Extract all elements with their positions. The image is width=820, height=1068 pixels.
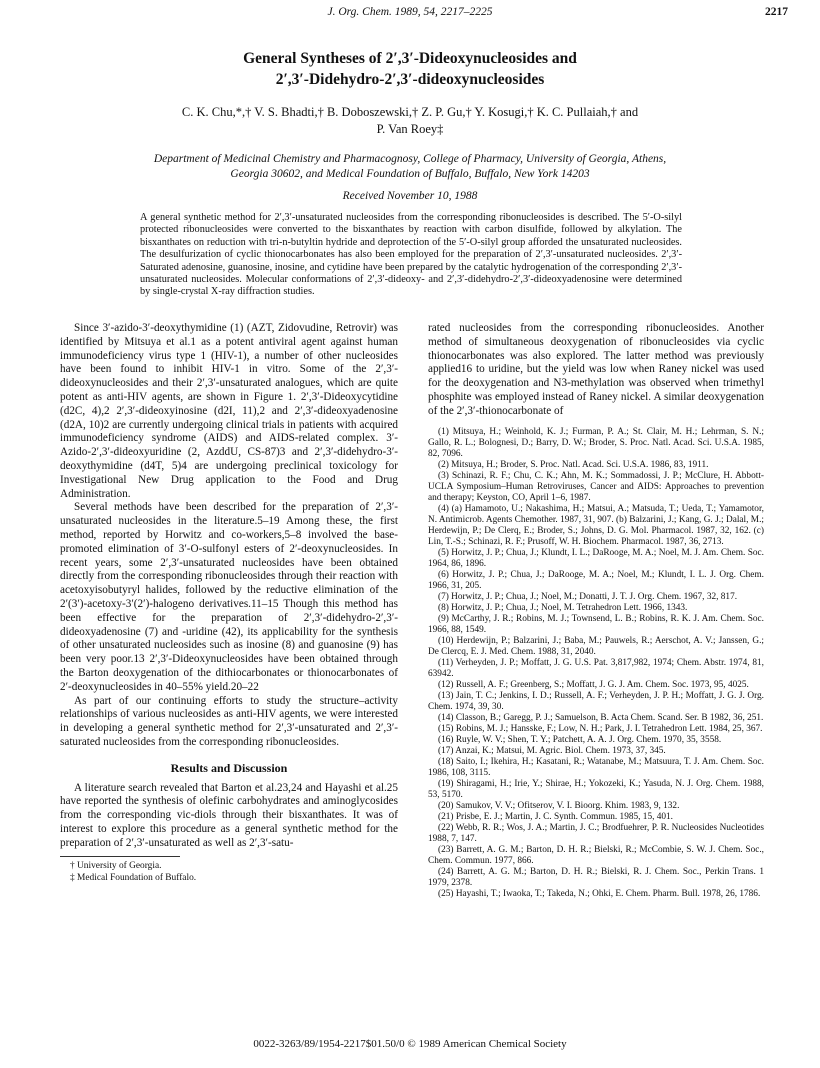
section-heading: Results and Discussion — [170, 760, 288, 775]
footnote: † University of Georgia. — [70, 861, 162, 872]
reference: (6) Horwitz, J. P.; Chua, J.; DaRooge, M. A.; Noel, M.; Klundt, I. L. J. Org. Chem. 1966, 31, 205. — [428, 569, 764, 591]
reference: (4) (a) Hamamoto, U.; Nakashima, H.; Matsui, A.; Matsuda, T.; Ueda, T.; Yamamotor, N. Antimicrob. Agents Chemother. 1987, 31, 907. (b) Balzarini, J.; Kang, G. J.; Dalal, M.; Herdewijn, P.; De Clerq, E.; Broder, S.; Johns, D. G. Mol. Pharmacol. 1987, 32, 162. (c) Lin, T.-S.; Schinazi, R. F.; Prusoff, W. H. Biochem. Pharmacol. 1987, 36, 2713. — [428, 503, 764, 547]
copyright-footer: 0022-3263/89/1954-2217$01.50/0 © 1989 American Chemical Society — [253, 1038, 567, 1050]
footnote: ‡ Medical Foundation of Buffalo. — [70, 872, 197, 883]
title-line-1: General Syntheses of 2′,3′-Dideoxynucleosides and — [243, 50, 577, 67]
reference: (12) Russell, A. F.; Greenberg, S.; Moffatt, J. G. J. Am. Chem. Soc. 1973, 95, 4025. — [438, 679, 749, 690]
reference: (19) Shiragami, H.; Irie, Y.; Shirae, H.; Yokozeki, K.; Yasuda, N. J. Org. Chem. 1988, 53, 5170. — [428, 778, 764, 800]
reference: (11) Verheyden, J. P.; Moffatt, J. G. U.S. Pat. 3,817,982, 1974; Chem. Abstr. 1974, 81, 63942. — [428, 657, 764, 679]
affiliation-footnotes — [60, 861, 398, 883]
journal-citation: J. Org. Chem. 1989, 54, 2217–2225 — [327, 6, 493, 18]
received-date: Received November 10, 1988 — [342, 190, 478, 202]
footnote-rule — [60, 856, 180, 857]
reference: (15) Robins, M. J.; Hansske, F.; Low, N. H.; Park, J. I. Tetrahedron Lett. 1984, 25, 367. — [438, 723, 763, 734]
affiliation — [50, 152, 770, 182]
reference: (5) Horwitz, J. P.; Chua, J.; Klundt, I. L.; DaRooge, M. A.; Noel, M. J. Am. Chem. Soc. 1964, 86, 1896. — [428, 547, 764, 569]
paragraph: Several methods have been described for the preparation of 2′,3′-unsaturated nucleosides in the literature.5–19 Among these, the first method, reported by Horwitz and co-workers,5–8 involved the base-promoted elimination of 3′-O-sulfonyl esters of 2′-deoxynucleosides. In recent years, some 2′,3′-unsaturated nucleosides have been obtained directly from the corresponding ribonucleosides through their reaction with acetoxyisobutyryl halides, followed by the reductive elimination of the 2′(3′)-acetoxy-3′(2′)-halogeno derivatives.11–15 Though this method has been effective for the preparation of 2′,3′-didehydro-2′,3′-dideoxyadenosine (7) and -uridine (42), its applicability for the synthesis of other unsaturated nucleosides such as inosine (8) and guanosine (9) has been very poor.13 2′,3′-Dideoxynucleosides have been obtained through the Barton deoxygenation of the dithiocarbonates or thionocarbonates of 2′-deoxynucleosides in 40–55% yield.20–22 — [60, 501, 398, 693]
reference: (9) McCarthy, J. R.; Robins, M. J.; Townsend, L. B.; Robins, R. K. J. Am. Chem. Soc. 1966, 88, 1549. — [428, 613, 764, 635]
reference: (1) Mitsuya, H.; Weinhold, K. J.; Furman, P. A.; St. Clair, M. H.; Lehrman, S. N.; Gallo, R. L.; Bolognesi, D.; Barry, D. W.; Broder, S. Proc. Natl. Acad. Sci. U.S.A. 1985, 82, 7096. — [428, 426, 764, 459]
paragraph: Since 3′-azido-3′-deoxythymidine (1) (AZT, Zidovudine, Retrovir) was identified by Mitsuya et al.1 as a potent antiviral agent against human immunodeficiency virus type 1 (HIV-1), a number of other nucleosides have been found to inhibit HIV-1 in vitro. Some of the 2′,3′-dideoxynucleosides and their 2′,3′-unsaturated analogues, which are quite potent as anti-HIV agents, are shown in Figure 1. 2′,3′-Dideoxycytidine (d2C, 4),2 2′,3′-dideoxyinosine (d2I, 11),2 and 2′,3′-dideoxyadenosine (d2A, 10)2 are currently undergoing clinical trials in patients with acquired immunodeficiency syndrome (AIDS) and AIDS-related complex. 3′-Azido-2′,3′-dideoxyuridine (2, AzddU, CS-87)3 and 2′,3′-didehydro-3′-deoxythymidine (d4T, 5)4 are undergoing preclinical toxicology for Investigational New Drug application to the Food and Drug Administration. — [60, 322, 398, 500]
reference: (17) Anzai, K.; Matsui, M. Agric. Biol. Chem. 1973, 37, 345. — [438, 745, 666, 756]
reference: (3) Schinazi, R. F.; Chu, C. K.; Ahn, M. K.; Sommadossi, J. P.; McClure, H. Abbott-UCLA Symposium–Human Retroviruses, Cancer and AIDS: Approaches to prevention and therapy; Keyston, CO, April 1–6, 1987. — [428, 470, 764, 503]
reference: (13) Jain, T. C.; Jenkins, I. D.; Russell, A. F.; Verheyden, J. P. H.; Moffatt, J. G. J. Org. Chem. 1974, 39, 30. — [428, 690, 764, 712]
paragraph: rated nucleosides from the corresponding ribonucleosides. Another method of simultaneous deoxygenation of ribonucleosides via cyclic thionocarbonates was also explored. The latter method was previously applied16 to uridine, but the yield was low when Raney nickel was used for the deoxygenation and N3-methylation was observed when trimethyl phosphite was employed instead of Raney nickel. A similar deoxygenation of the 2′,3′-thionocarbonate of — [428, 322, 764, 417]
reference: (2) Mitsuya, H.; Broder, S. Proc. Natl. Acad. Sci. U.S.A. 1986, 83, 1911. — [438, 459, 709, 470]
reference: (22) Webb, R. R.; Wos, J. A.; Martin, J. C.; Brodfuehrer, P. R. Nucleosides Nucleotides 1988, 7, 147. — [428, 822, 764, 844]
reference: (18) Saito, I.; Ikehira, H.; Kasatani, R.; Watanabe, M.; Matsuura, T. J. Am. Chem. Soc. 1986, 108, 3115. — [428, 756, 764, 778]
reference: (8) Horwitz, J. P.; Chua, J.; Noel, M. Tetrahedron Lett. 1966, 1343. — [438, 602, 688, 613]
reference: (16) Ruyle, W. V.; Shen, T. Y.; Patchett, A. A. J. Org. Chem. 1970, 35, 3558. — [438, 734, 722, 745]
reference: (25) Hayashi, T.; Iwaoka, T.; Takeda, N.; Ohki, E. Chem. Pharm. Bull. 1978, 26, 1786. — [438, 888, 761, 899]
affiliation-line-1: Department of Medicinal Chemistry and Pharmacognosy, College of Pharmacy, University of Georgia, Athens, — [153, 153, 667, 165]
authors-line-2: P. Van Roey‡ — [376, 122, 444, 136]
page-number: 2217 — [765, 6, 788, 18]
paragraph: As part of our continuing efforts to study the structure–activity relationships of various nucleosides as anti-HIV agents, we were interested in developing a general synthetic method for 2′,3′-unsaturated and 2′,3′-saturated nucleosides from the corresponding ribonucleosides. — [60, 694, 398, 748]
authors-line-1: C. K. Chu,*,† V. S. Bhadti,† B. Doboszewski,† Z. P. Gu,† Y. Kosugi,† K. C. Pullaiah,† and — [181, 105, 639, 119]
reference: (10) Herdewijn, P.; Balzarini, J.; Baba, M.; Pauwels, R.; Aerschot, A. V.; Janssen, G.; De Clercq, E. J. Med. Chem. 1988, 31, 2040. — [428, 635, 764, 657]
reference: (21) Prisbe, E. J.; Martin, J. C. Synth. Commun. 1985, 15, 401. — [438, 811, 674, 822]
author-list — [80, 104, 740, 138]
article-title — [90, 48, 730, 90]
title-line-2: 2′,3′-Didehydro-2′,3′-dideoxynucleosides — [275, 71, 545, 88]
left-column — [60, 322, 398, 884]
reference: (14) Classon, B.; Garegg, P. J.; Samuelson, B. Acta Chem. Scand. Ser. B 1982, 36, 251. — [438, 712, 764, 723]
reference: (20) Samukov, V. V.; Ofitserov, V. I. Bioorg. Khim. 1983, 9, 132. — [438, 800, 680, 811]
affiliation-line-2: Georgia 30602, and Medical Foundation of Buffalo, Buffalo, New York 14203 — [230, 168, 590, 180]
reference: (24) Barrett, A. G. M.; Barton, D. H. R.; Bielski, R. J. Chem. Soc., Perkin Trans. 1 1979, 2378. — [428, 866, 764, 888]
paragraph: A literature search revealed that Barton et al.23,24 and Hayashi et al.25 have reported the synthesis of olefinic carbohydrates and aminoglycosides from the corresponding vic-diols through their bisxanthates. It was of interest to explore this procedure as a general synthetic method for the preparation of 2′,3′-unsaturated as well as 2′,3′-satu- — [60, 781, 398, 849]
reference-list — [428, 427, 764, 900]
right-column — [428, 322, 764, 900]
running-header — [0, 6, 820, 26]
reference: (23) Barrett, A. G. M.; Barton, D. H. R.; Bielski, R.; McCombie, S. W. J. Chem. Soc., Chem. Commun. 1977, 866. — [428, 844, 764, 866]
abstract: A general synthetic method for 2′,3′-unsaturated nucleosides from the corresponding ribonucleosides is described. The 5′-O-silyl protected ribonucleosides were converted to the bisxanthates by reaction with carbon disulfide, followed by alkylation. The bisxanthates on reduction with tri-n-butyltin hydride and deprotection of the 5′-O-silyl group afforded the unsaturated nucleosides. The desulfurization of cyclic thionocarbonates has also been employed for the preparation of 2′,3′-unsaturated nucleosides. 2′,3′-Saturated adenosine, guanosine, inosine, and cytidine have been prepared by the catalytic hydrogenation of the corresponding 2′,3′-unsaturated nucleosides. Molecular conformations of 2′,3′-dideoxy- and 2′,3′-didehydro-2′,3′-dideoxyadenosine were determined by single-crystal X-ray diffraction studies. — [140, 212, 682, 298]
reference: (7) Horwitz, J. P.; Chua, J.; Noel, M.; Donatti, J. T. J. Org. Chem. 1967, 32, 817. — [438, 591, 738, 602]
